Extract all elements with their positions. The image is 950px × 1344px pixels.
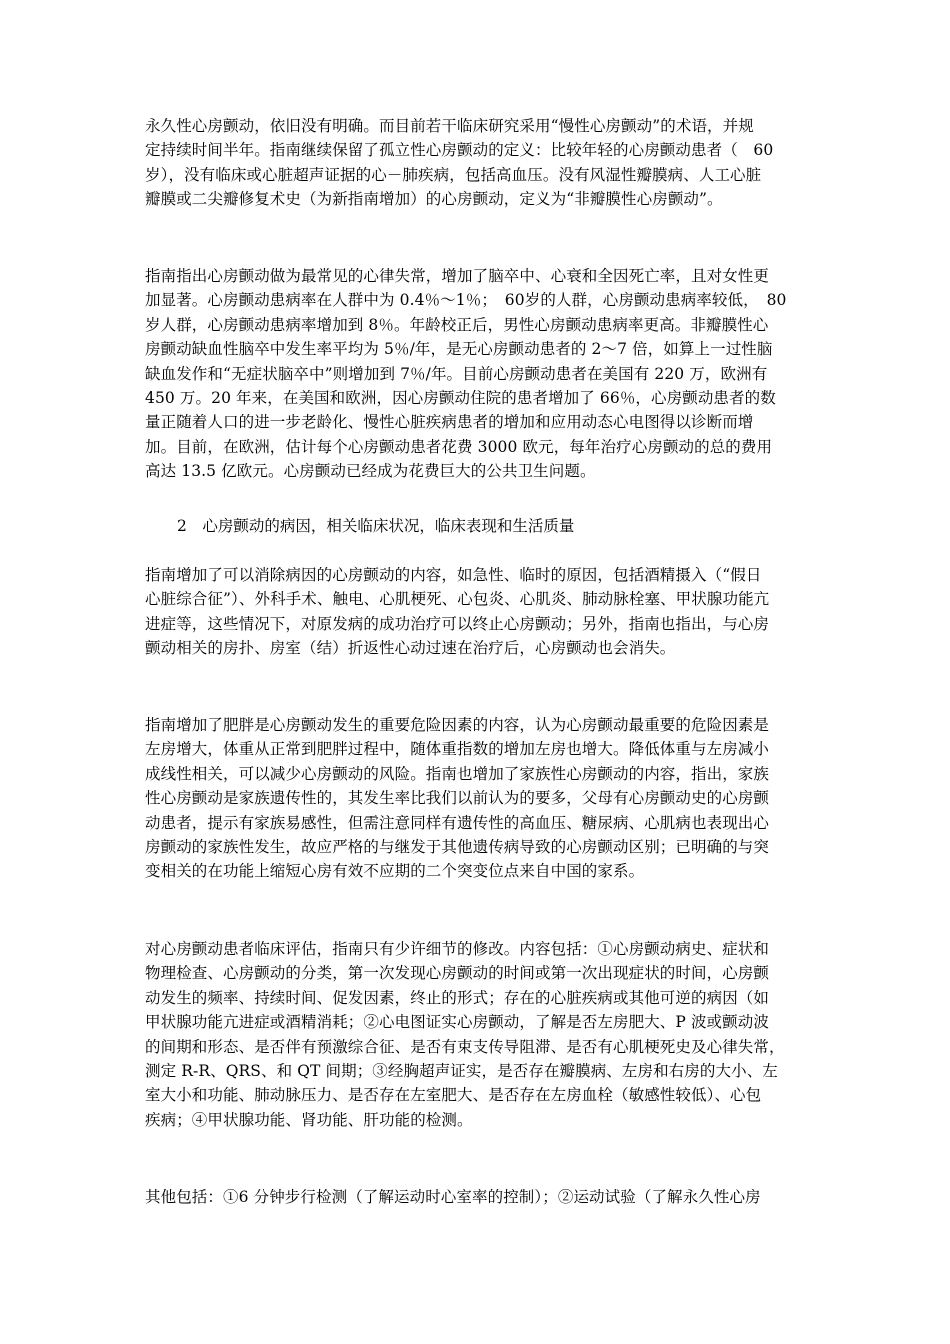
text-line: 指南增加了可以消除病因的心房颤动的内容，如急性、临时的原因，包括酒精摄入（“假日 — [145, 566, 762, 584]
text-line: 对心房颤动患者临床评估，指南只有少许细节的修改。内容包括：①心房颤动病史、症状和 — [145, 940, 770, 958]
text-line: 其他包括：①6 分钟步行检测（了解运动时心室率的控制）；②运动试验（了解永久性心房 — [145, 1188, 761, 1206]
text-line: 定持续时间半年。指南继续保留了孤立性心房颤动的定义：比较年轻的心房颤动患者（ 60 — [145, 141, 774, 160]
text-line: 高达 13.5 亿欧元。心房颤动已经成为花费巨大的公共卫生问题。 — [145, 462, 596, 481]
text-line: 测定 R-R、QRS、和 QT 间期；③经胸超声证实，是否存在瓣膜病、左房和右房的大小、左 — [145, 1062, 778, 1081]
text-line: 成线性相关，可以减少心房颤动的风险。指南也增加了家族性心房颤动的内容，指出，家族 — [145, 764, 770, 783]
text-line: 加显著。心房颤动患病率在人群中为 0.4％～1％； 60岁的人群，心房颤动患病率较低， 80 — [145, 291, 787, 310]
paragraph-6 — [145, 1185, 811, 1209]
text-line: 动患者，提示有家族易感性，但需注意同样有遗传性的高血压、糖尿病、心肌病也表现出心 — [145, 813, 770, 832]
text-line: 加。目前，在欧洲，估计每个心房颤动患者花费 3000 欧元，每年治疗心房颤动的总的费用 — [145, 437, 773, 456]
text-line: 心脏综合征”）、外科手术、触电、心肌梗死、心包炎、心肌炎、肺动脉栓塞、甲状腺功能亢 — [145, 590, 770, 609]
paragraph-1 — [145, 114, 811, 212]
text-line: 颤动相关的房扑、房室（结）折返性心动过速在治疗后，心房颤动也会消失。 — [145, 639, 676, 658]
paragraph-3 — [145, 563, 811, 661]
text-line: 物理检查、心房颤动的分类，第一次发现心房颤动的时间或第一次出现症状的时间，心房颤 — [145, 964, 770, 983]
text-line: 甲状腺功能亢进症或酒精消耗；②心电图证实心房颤动，了解是否左房肥大、P 波或颤动波 — [145, 1013, 769, 1032]
text-line: 疾病；④甲状腺功能、肾功能、肝功能的检测。 — [145, 1110, 473, 1129]
text-line: 指南增加了肥胖是心房颤动发生的重要危险因素的内容，认为心房颤动最重要的危险因素是 — [145, 716, 770, 734]
text-line: 房颤动缺血性脑卒中发生率平均为 5％/年，是无心房颤动患者的 2～7 倍，如算上一过性脑 — [145, 340, 773, 359]
text-line: 室大小和功能、肺动脉压力、是否存在左室肥大、是否存在左房血栓（敏感性较低）、心包 — [145, 1086, 762, 1105]
text-line: 的间期和形态、是否伴有预激综合征、是否有束支传导阻滞、是否有心肌梗死史及心律失常， — [145, 1037, 785, 1056]
text-line: 岁），没有临床或心脏超声证据的心－肺疾病，包括高血压。没有风湿性瓣膜病、人工心脏 — [145, 165, 762, 184]
text-line: 左房增大，体重从正常到肥胖过程中，随体重指数的增加左房也增大。降低体重与左房减小 — [145, 740, 770, 759]
text-line: 指南指出心房颤动做为最常见的心律失常，增加了脑卒中、心衰和全因死亡率，且对女性更 — [145, 267, 770, 285]
text-line: 瓣膜或二尖瓣修复术史（为新指南增加）的心房颤动，定义为“非瓣膜性心房颤动”。 — [145, 190, 723, 209]
text-line: 房颤动的家族性发生，故应严格的与继发于其他遗传病导致的心房颤动区别；已明确的与突 — [145, 838, 770, 857]
section-heading: 2 心房颤动的病因，相关临床状况，临床表现和生活质量 — [177, 517, 575, 535]
paragraph-2 — [145, 264, 811, 484]
text-line: 缺血发作和“无症状脑卒中”则增加到 7％/年。目前心房颤动患者在美国有 220 万，欧洲有 — [145, 364, 768, 383]
paragraph-4 — [145, 713, 811, 884]
paragraph-5 — [145, 937, 811, 1132]
text-line: 岁人群，心房颤动患病率增加到 8％。年龄校正后，男性心房颤动患病率更高。非瓣膜性心 — [145, 315, 769, 334]
text-line: 性心房颤动是家族遗传性的，其发生率比我们以前认为的要多，父母有心房颤动史的心房颤 — [145, 789, 770, 808]
text-line: 进症等，这些情况下，对原发病的成功治疗可以终止心房颤动；另外，指南也指出，与心房 — [145, 614, 770, 633]
text-line: 450 万。20 年来，在美国和欧洲，因心房颤动住院的患者增加了 66％，心房颤动患者的数 — [145, 389, 776, 408]
text-line: 量正随着人口的进一步老龄化、慢性心脏疾病患者的增加和应用动态心电图得以诊断而增 — [145, 413, 754, 432]
text-line: 动发生的频率、持续时间、促发因素，终止的形式；存在的心脏疾病或其他可逆的病因（如 — [145, 988, 770, 1007]
text-line: 永久性心房颤动，依旧没有明确。而目前若干临床研究采用“慢性心房颤动”的术语，并规 — [145, 117, 754, 135]
text-line: 变相关的在功能上缩短心房有效不应期的二个突变位点来自中国的家系。 — [145, 862, 645, 881]
